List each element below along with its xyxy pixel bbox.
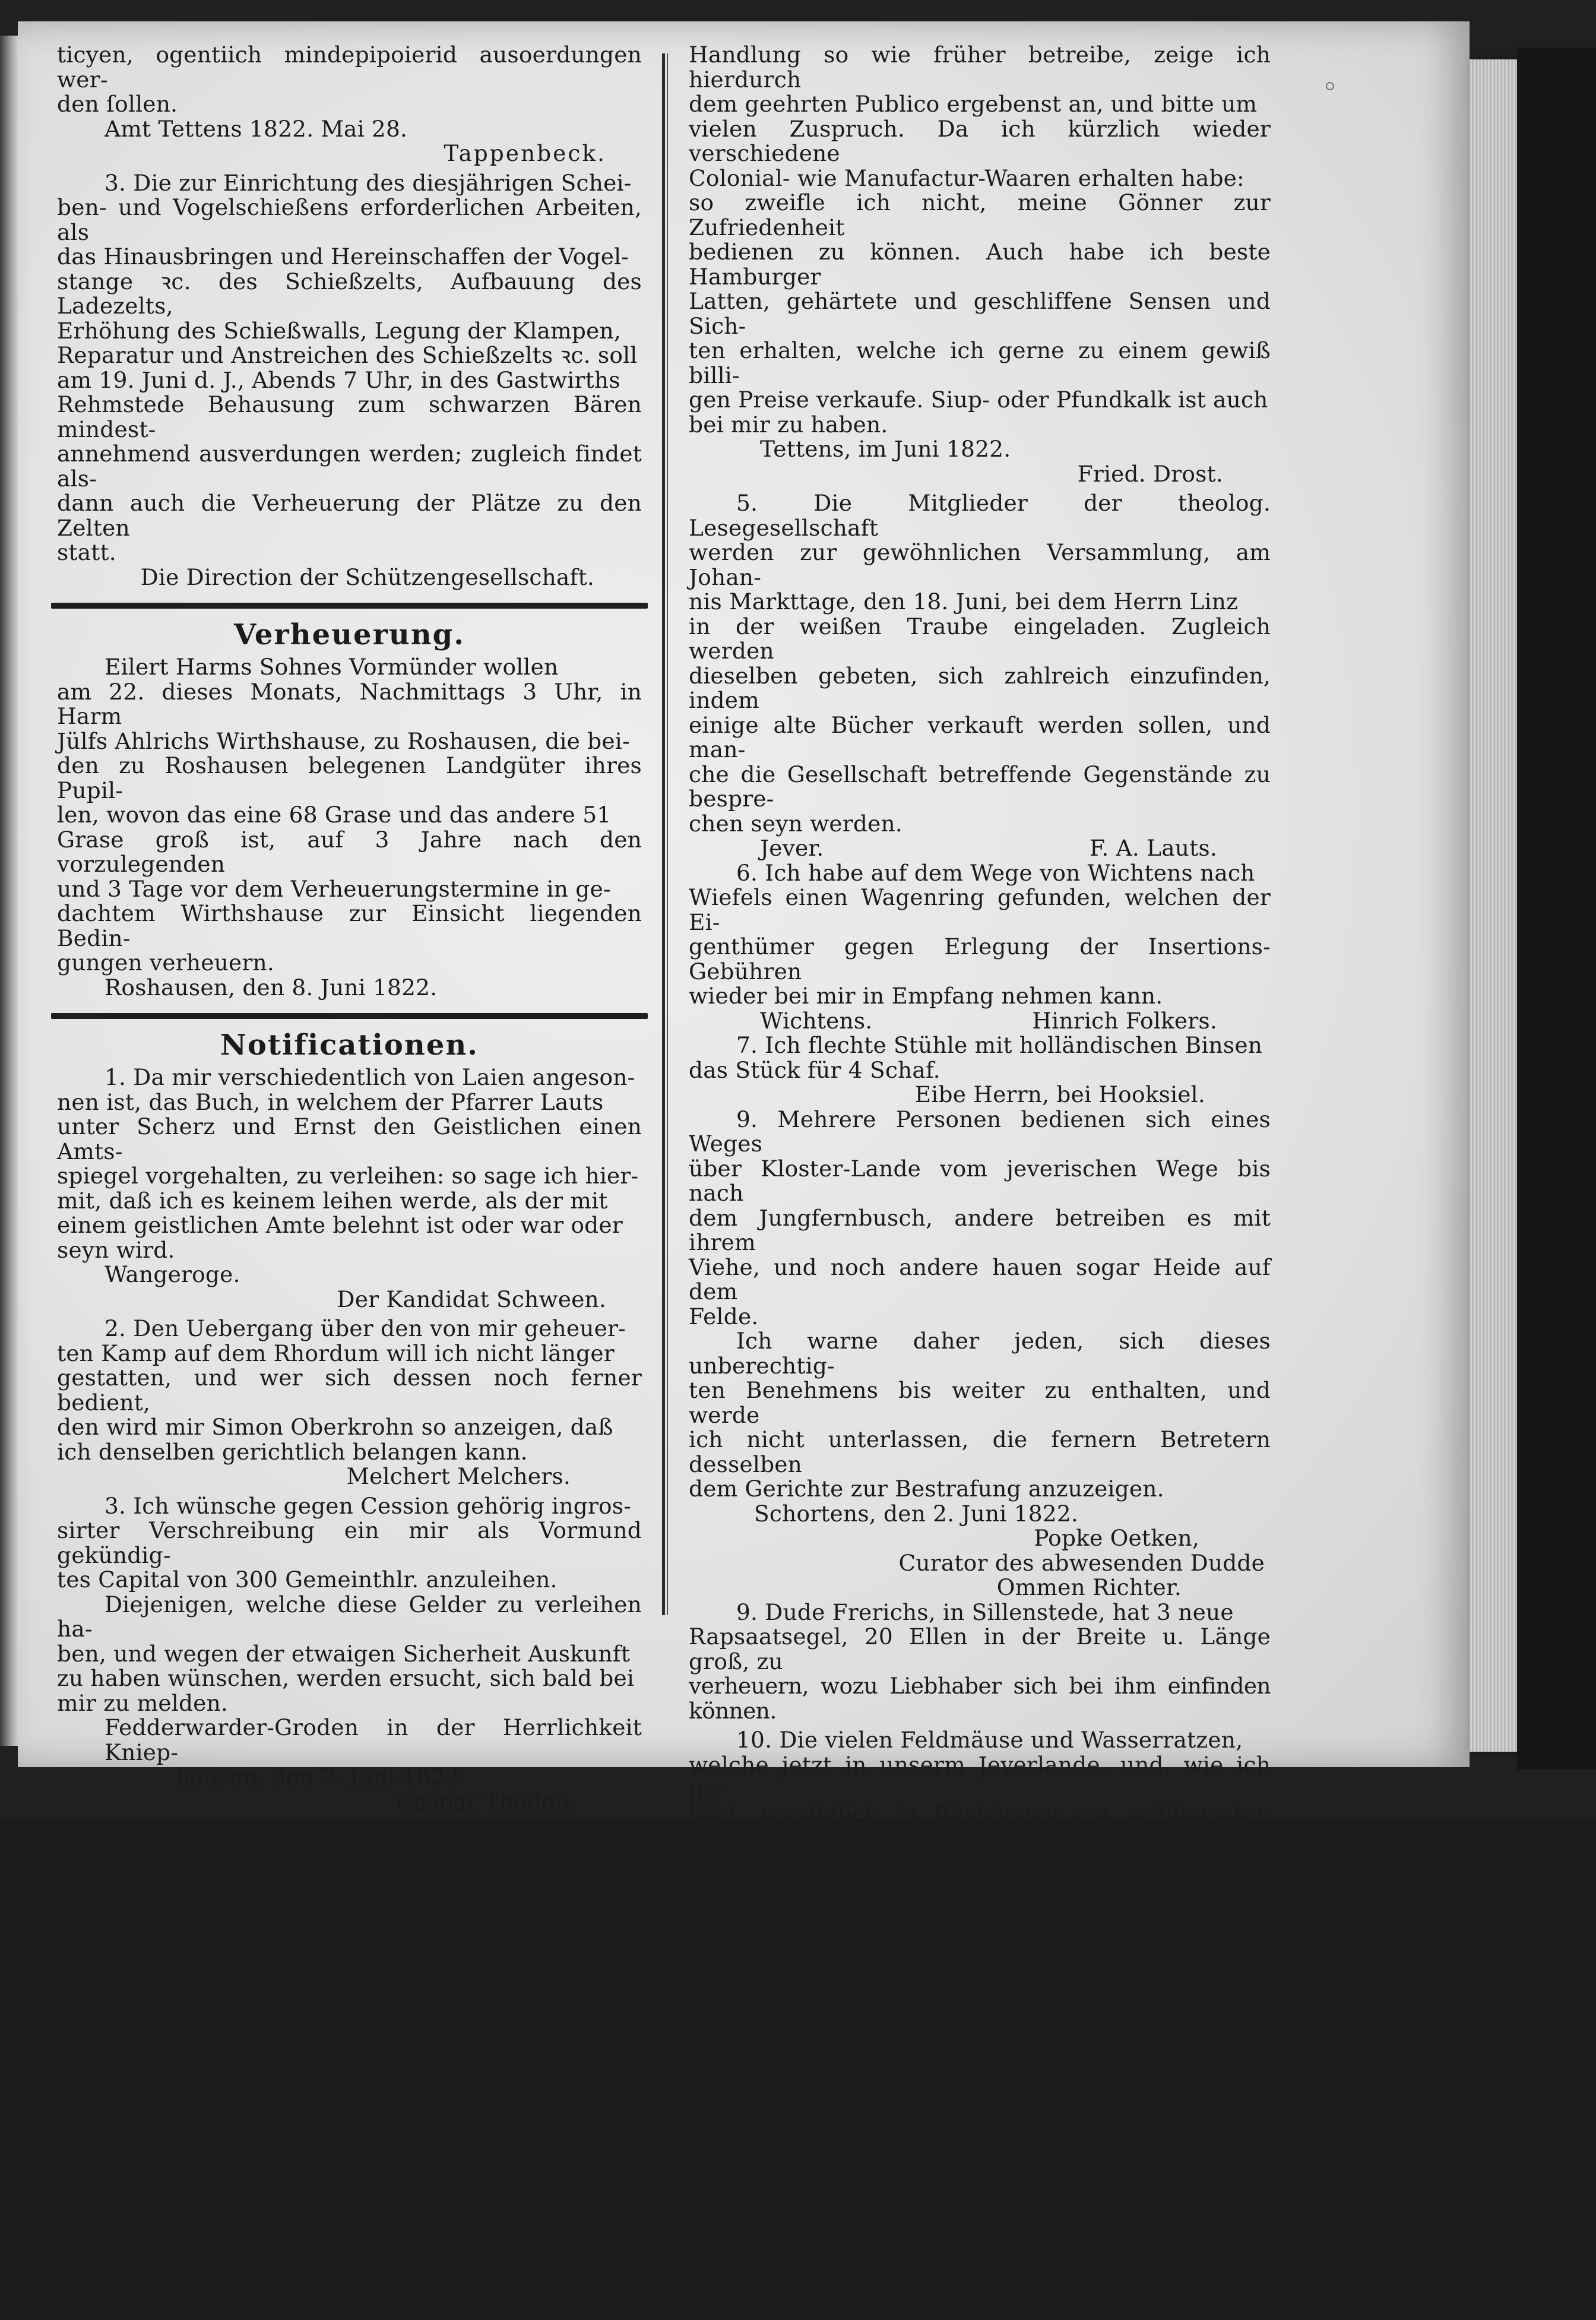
dateline: Jever.	[760, 835, 824, 861]
left-page-edge	[0, 36, 18, 1746]
text-line: am 22. dieses Monats, Nachmittags 3 Uhr, in Harm	[57, 678, 642, 729]
section-rule	[51, 603, 648, 609]
text-line: Mai wohne, und darin Crüdinir- und Ellenwaaren-	[57, 1916, 628, 1942]
text-line: mit, daß ich es keinem leihen werde, als der mit	[57, 1187, 608, 1214]
text-line: ich nicht unterlassen, die fernern Betretern desselben	[689, 1426, 1271, 1477]
notification-3	[57, 1494, 642, 1839]
text-line: Diejenigen, welche diese Gelder zu verleihen ha-	[57, 1591, 642, 1642]
text-line: bei mir zu haben.	[689, 411, 888, 438]
text-line: Ich nahm zu 6 Matten Rocken eine halbe Ton-	[736, 2145, 1261, 2172]
text-line: fundenes Mittel aus Scheers Handbuch für Land-	[689, 1998, 1252, 2024]
text-line: wirthe öffentlich meinen Mitbürgern bekannt zu ma-	[689, 2023, 1271, 2074]
text-line: Handlung so wie früher betreibe, zeige ich hierdurch	[689, 42, 1271, 93]
text-line: dann auch die Verheuerung der Plätze zu den Zelten	[57, 490, 642, 541]
text-line: verheuern, wozu Liebhaber sich bei ihm einfinden können.	[689, 1673, 1271, 1724]
dateline: hausen, den 7. Juni 1822.	[176, 1764, 467, 1790]
signature: Curator des abwesenden Dudde	[898, 1549, 1265, 1576]
text-line: statt.	[57, 539, 116, 565]
text-line: Wiefels einen Wagenring gefunden, welchen der Ei-	[689, 884, 1271, 935]
text-line: Colonial- wie Manufactur-Waaren erhalten habe:	[689, 164, 1244, 191]
page-stack-edge	[1470, 59, 1517, 1752]
text-line: sirter Verschreibung ein mir als Vormund gekündig-	[57, 1517, 642, 1568]
text-line: seyn wird.	[57, 1236, 175, 1263]
text-line: am 19. Juni d. J., Abends 7 Uhr, in des Gastwirths	[57, 366, 620, 393]
text-line: den zu Roshausen belegenen Landgüter ihres Pupil-	[57, 752, 642, 803]
text-line: mir zu melden.	[57, 1689, 229, 1716]
place-signature-row	[689, 1009, 1271, 1034]
text-line: den wird mir Simon Oberkrohn so anzeigen, daß	[57, 1414, 613, 1440]
place-signature-row	[689, 836, 1271, 861]
text-line: dem Gerichte zur Bestrafung anzuzeigen.	[689, 1476, 1164, 1502]
text-line: zu haben wünschen, werden ersucht, sich bald bei	[57, 1665, 635, 1691]
text-line: genthümer gegen Erlegung der Insertions-Gebühren	[689, 933, 1271, 985]
text-line: und 3 Tage vor dem Verheuerungstermine in ge-	[57, 875, 611, 902]
text-line: Den Arsenick läßt man in kochendem Wasser zerge-	[689, 2269, 1271, 2320]
section-rule	[51, 1013, 648, 1019]
text-line: geziefers bewirken zu können.	[689, 2121, 1038, 2147]
notification-4	[57, 1844, 642, 1942]
text-line: ne Haber, ließ diese mit Wasser, worin ein Pfund	[689, 2170, 1244, 2196]
text-line: stange ꝛc. des Schießzelts, Aufbauung des Ladezelts,	[57, 268, 642, 319]
book-edge-shadow	[1517, 48, 1596, 1770]
signature: Der Kandidat Schween.	[337, 1286, 606, 1312]
text-line: gungen verheuern.	[57, 949, 274, 976]
dateline: Wichtens.	[760, 1007, 873, 1034]
text-line: spiegel vorgehalten, zu verleihen: so sage ich hier-	[57, 1163, 639, 1189]
text-line: 10. Die vielen Feldmäuse und Wasserratzen,	[736, 1727, 1243, 1753]
text-line: Rehmstede Behausung zum schwarzen Bären mindest-	[57, 391, 642, 442]
text-line: dieselben gebeten, sich zahlreich einzufinden, indem	[689, 662, 1271, 713]
text-line: gestatten, und wer sich dessen noch ferner bedient,	[57, 1365, 642, 1416]
text-line: Reparatur und Anstreichen des Schießzelts ꝛc. soll	[57, 342, 638, 368]
text-line: Ich warne daher jeden, sich dieses unberechtig-	[689, 1328, 1271, 1379]
signature: Caspar Thaden,	[396, 1788, 577, 1815]
text-line: 2. Den Uebergang über den von mir geheuer-	[104, 1315, 626, 1341]
text-line: Felde.	[689, 1303, 759, 1330]
text-line: 5. Die Mitglieder der theolog. Lesegesellschaft	[689, 490, 1271, 541]
text-line: den ſollen.	[57, 91, 178, 117]
signature: Ommen Richter.	[996, 1574, 1182, 1600]
text-line: 9. Mehrere Personen bedienen sich eines Weges	[689, 1106, 1271, 1157]
verheuerung-notice	[57, 655, 642, 1000]
text-line: hört, vorzüglich in Rüstringen am schlimmsten hau-	[689, 1800, 1271, 1851]
text-line: Latten, gehärtete und geschliffene Sensen und Sich-	[689, 288, 1271, 339]
signature: Eibe Herrn, bei Hooksiel.	[914, 1081, 1205, 1107]
notification-7	[689, 1033, 1271, 1107]
text-line: gen Preise verkaufe. Siup- oder Pfundkalk ist auch	[689, 387, 1268, 413]
text-line: ich denselben gerichtlich belangen kann.	[57, 1438, 528, 1465]
signature: Fried. Drost.	[1077, 460, 1223, 487]
text-line: tes Capital von 300 Gemeinthlr. anzuleihen.	[57, 1566, 558, 1593]
notification-6	[689, 861, 1271, 1034]
text-line: ten Benehmens bis weiter zu enthalten, und werde	[689, 1377, 1271, 1428]
text-line: folgendes einfaches, von mir jetzt schon bewährt ge-	[689, 1948, 1271, 1999]
text-line: Rapsaatsegel, 20 Ellen in der Breite u. Länge groß, zu	[689, 1623, 1271, 1675]
text-line: chen seyn werden.	[689, 810, 902, 837]
text-line: ticyen, ogentiich mindepipoierid ausoerdungen wer-	[57, 42, 642, 93]
text-line: annehmend ausverdungen werden; zugleich findet als-	[57, 441, 642, 492]
signature: als Vormund über Oelrich Abken Kinder.	[180, 1813, 642, 1839]
notification-10	[689, 1728, 1271, 2319]
text-line: 3. Ich wünsche gegen Cession gehörig ingros-	[104, 1492, 632, 1519]
text-line: Erhöhung des Schießwalls, Legung der Klampen,	[57, 317, 621, 344]
text-line: 4. Daß ich in dem von dem Hr. Amtmann	[104, 1842, 570, 1869]
signature: Tappenbeck.	[444, 140, 606, 166]
text-line: so zweifle ich nicht, meine Gönner zur Zufriedenheit	[689, 189, 1271, 240]
text-line: ben, und wegen der etwaigen Sicherheit Auskunft	[57, 1640, 631, 1667]
text-line: 6. Ich habe auf dem Wege von Wichtens nach	[736, 859, 1255, 886]
text-line: über Kloster-Lande vom jeverischen Wege bis nach	[689, 1155, 1271, 1206]
text-line: welche jetzt in unserm Jeverlande, und, wie ich ge-	[689, 1751, 1271, 1802]
text-line: Arsenick oder sogenanntes Röttenkrud aufgelöſ't war,	[689, 2195, 1271, 2246]
text-line: ben- und Vogelschießens erforderlichen Arbeiten, als	[57, 194, 642, 245]
text-line: aufquellen, und dann in die Mäuselöcher streuen.	[689, 2244, 1258, 2271]
text-line: werden zur gewöhnlichen Versammlung, am Johan-	[689, 539, 1271, 590]
signature: Die Direction der Schützengesellschaft.	[140, 564, 594, 590]
notification-9b	[689, 1600, 1271, 1724]
notification-9a	[689, 1107, 1271, 1600]
text-line: in der weißen Traube eingeladen. Zugleich werden	[689, 613, 1271, 664]
text-line: Driver in Tettens zuletzt bewohnten Hause jetzt seit	[57, 1867, 642, 1918]
text-line: ten Kamp auf dem Rhordum will ich nicht länger	[57, 1340, 615, 1366]
text-line: ungeheuren Schaden anrichten werden, veranlaßt mich,	[689, 1899, 1271, 1950]
text-line: einem geistlichen Amte belehnt ist oder war oder	[57, 1212, 623, 1238]
notice-3	[57, 171, 642, 590]
notification-2	[57, 1316, 642, 1489]
notification-5	[689, 491, 1271, 861]
text-line: 3. Die zur Einrichtung des diesjährigen Schei-	[104, 169, 632, 196]
text-line: das Hinausbringen und Hereinschaffen der Vogel-	[57, 243, 629, 270]
text-line: chen, um gemeinschaftlich die Vertilgung dieses Un-	[689, 2072, 1271, 2123]
signature: Hinrich Folkers.	[1032, 1007, 1217, 1034]
text-line: nis Markttage, den 18. Juni, bei dem Herrn Linz	[689, 588, 1239, 615]
text-line: dem Jungfernbusch, andere betreiben es mit ihrem	[689, 1204, 1271, 1255]
left-column	[57, 43, 642, 1942]
text-line: unter Scherz und Ernst den Geistlichen einen Amts-	[57, 1113, 642, 1164]
text-line: bedienen zu können. Auch habe ich beste Hamburger	[689, 239, 1271, 290]
text-line: das Stück für 4 Schaf.	[689, 1056, 940, 1083]
right-column	[689, 43, 1271, 2319]
text-line: wieder bei mir in Empfang nehmen kann.	[689, 983, 1163, 1009]
text-line: 1. Da mir verschiedentlich von Laien angeson-	[104, 1064, 635, 1090]
dateline: Amt Tettens 1822. Mai 28.	[104, 115, 408, 142]
text-line: Viehe, und noch andere hauen sogar Heide auf dem	[689, 1254, 1271, 1305]
signature: Popke Oetken,	[1034, 1525, 1199, 1551]
notification-4-continued	[689, 43, 1271, 486]
text-line: dem geehrten Publico ergebenst an, und bitte um	[689, 91, 1258, 117]
text-line: Jülfs Ahlrichs Wirthshause, zu Roshausen, die bei-	[57, 727, 630, 754]
text-line: ten erhalten, welche ich gerne zu einem gewiß billi-	[689, 337, 1271, 388]
signature: F. A. Lauts.	[1090, 835, 1217, 861]
text-line: einige alte Bücher verkauft werden sollen, und man-	[689, 711, 1271, 762]
text-line: che die Gesellschaft betreffende Gegenstände zu bespre-	[689, 761, 1271, 812]
text-line: dachtem Wirthshause zur Einsicht liegenden Bedin-	[57, 900, 642, 951]
dateline: Roshausen, den 8. Juni 1822.	[104, 974, 438, 1001]
signature: Melchert Melchers.	[346, 1463, 571, 1489]
text-line: sen, und jetzt nur noch wenig aber gegen den Herbst	[689, 1850, 1271, 1901]
text-line: vielen Zuspruch. Da ich kürzlich wieder verschiedene	[689, 115, 1271, 166]
text-line: Eilert Harms Sohnes Vormünder wollen	[104, 654, 559, 680]
punch-hole-mark	[1326, 82, 1334, 90]
column-divider	[662, 53, 665, 1615]
section-heading-verheuerung: Verheuerung.	[234, 618, 465, 651]
section-heading-notificationen: Notificationen.	[220, 1028, 479, 1062]
dateline: Schortens, den 2. Juni 1822.	[754, 1500, 1079, 1527]
notification-1	[57, 1065, 642, 1312]
text-line: len, wovon das eine 68 Grase und das andere 51	[57, 802, 612, 828]
text-line: 7. Ich flechte Stühle mit holländischen Binsen	[736, 1032, 1263, 1058]
text-line: nen ist, das Buch, in welchem der Pfarrer Lauts	[57, 1088, 604, 1115]
text-line: 9. Dude Frerichs, in Sillenstede, hat 3 neue	[736, 1599, 1234, 1625]
dateline: Wangeroge.	[104, 1261, 240, 1287]
dateline: Fedderwarder-Groden in der Herrlichkeit Kniep-	[104, 1714, 642, 1765]
column-divider-thin	[667, 53, 668, 1615]
text-line: Grase groß ist, auf 3 Jahre nach den vorzulegenden	[57, 826, 642, 877]
dateline: Tettens, im Juni 1822.	[760, 436, 1011, 462]
